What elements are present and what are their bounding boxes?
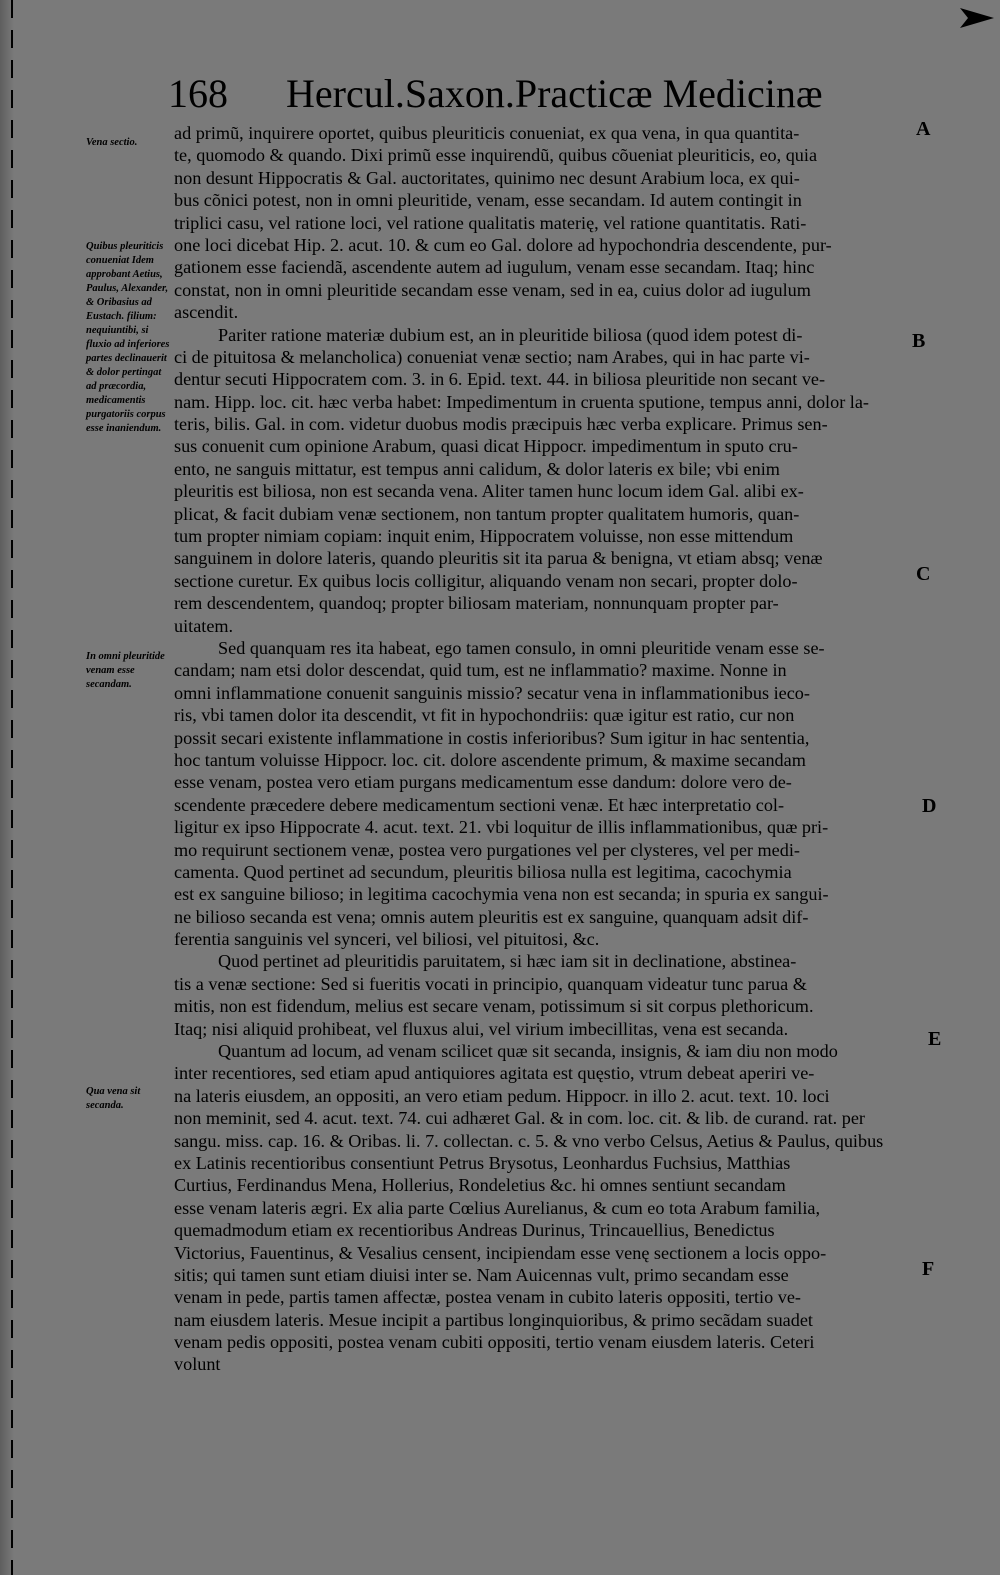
body-line: scendente præcedere debere medicamentum sectioni venæ. Et hæc interpretatio col- <box>174 794 785 815</box>
body-line: rem descendentem, quandoq; propter biliosam materiam, nonnunquam propter par- <box>174 593 779 614</box>
body-line: non meminit, sed 4. acut. text. 74. cui adhæret Gal. & in com. loc. cit. & lib. de curand. rat. per <box>174 1108 865 1129</box>
body-line: mitis, non est fidendum, melius est secare venam, potissimum si sit corpus plethoricum. <box>174 996 814 1017</box>
body-line: sanguinem in dolore lateris, quando pleuritis sit ita parua & benigna, vt etiam absq; venæ <box>174 548 823 569</box>
body-line: triplici casu, vel ratione loci, vel ratione qualitatis materię, vel ratione quantitatis. Rati- <box>174 212 807 233</box>
body-line: tis a venæ sectione: Sed si fueritis vocati in principio, quanquam videatur tunc parua & <box>174 973 807 994</box>
page-number: 168 <box>168 71 228 116</box>
corner-pointer-mark <box>960 6 994 30</box>
body-line: Victorius, Fauentinus, & Vesalius censent, incipiendam esse venę sectionem a locis oppo- <box>174 1242 827 1263</box>
body-line: camenta. Quod pertinet ad secundum, pleuritis biliosa nulla est legitima, cacochymia <box>174 861 792 882</box>
body-line: hoc tantum voluisse Hippocr. loc. cit. dolore ascendente primum, & maxime secandam <box>174 749 806 770</box>
body-line: sangu. miss. cap. 16. & Oribas. li. 7. collectan. c. 5. & vno verbo Celsus, Aetius & Paulus, quibus <box>174 1130 884 1151</box>
body-line: non desunt Hippocratis & Gal. auctoritates, quinimo nec desunt Arabium loca, ex qui- <box>174 167 800 188</box>
body-line: ascendit. <box>174 302 239 323</box>
section-letter-d: D <box>922 795 937 817</box>
body-line: Sed quanquam res ita habeat, ego tamen consulo, in omni pleuritide venam esse se- <box>218 637 825 658</box>
body-line: ferentia sanguinis vel synceri, vel biliosi, vel pituitosi, &c. <box>174 929 600 950</box>
body-line: na lateris eiusdem, an oppositi, an vero etiam pedum. Hippocr. in illo 2. acut. text. 10. loci <box>174 1085 830 1106</box>
body-line: omni inflammatione conuenit sanguinis missio? secatur vena in inflammationibus ieco- <box>174 682 810 703</box>
body-line: sectione curetur. Ex quibus locis colligitur, aliquando venam non secari, propter dolo- <box>174 570 798 591</box>
body-line: ligitur ex ipso Hippocrate 4. acut. text. 21. vbi loquitur de illis inflammationibus, quæ pri- <box>174 817 829 838</box>
body-line: te, quomodo & quando. Dixi primũ esse inquirendũ, quibus cõueniat pleuriticis, eo, quia <box>174 145 818 166</box>
body-line: ento, ne sanguis mittatur, est tempus anni calidum, & dolor lateris ex bile; vbi enim <box>174 458 780 479</box>
binding-edge <box>0 0 14 1575</box>
body-line: candam; nam etsi dolor descendat, quid tum, est ne inflammatio? maxime. Nonne in <box>174 660 787 681</box>
body-line: ne bilioso secanda est vena; omnis autem pleuritis est ex sanguine, quanquam adsit dif- <box>174 906 809 927</box>
body-line: Pariter ratione materiæ dubium est, an in pleuritide biliosa (quod idem potest di- <box>218 324 803 345</box>
section-letter-e: E <box>928 1028 942 1050</box>
body-line: ad primũ, inquirere oportet, quibus pleuriticis conueniat, ex qua vena, in qua quantita- <box>174 123 800 143</box>
body-line: esse venam, postea vero etiam purgans medicamentum esse dandum: dolore vero de- <box>174 772 792 793</box>
body-line: uitatem. <box>174 615 234 636</box>
body-line: volunt <box>174 1354 221 1375</box>
body-line: Quod pertinet ad pleuritidis paruitatem, si hæc iam sit in declinatione, abstinea- <box>218 951 797 972</box>
section-letter-f: F <box>922 1258 935 1280</box>
body-line: inter recentiores, sed etiam apud antiquiores agitata est quęstio, vtrum debeat aperiri ve- <box>174 1063 815 1084</box>
body-line: tum propter nimiam copiam: inquit enim, Hippocratem voluisse, non esse mittendum <box>174 526 794 547</box>
body-line: ci de pituitosa & melancholica) conueniat venæ sectio; nam Arabes, qui in hac parte vi- <box>174 346 810 367</box>
running-head <box>168 70 828 120</box>
running-title: Hercul.Saxon.Practicæ Medicinæ <box>286 71 823 116</box>
body-line: venam pedis oppositi, postea venam cubiti oppositi, tertio venam eiusdem lateris. Ceteri <box>174 1332 815 1353</box>
body-line: Itaq; nisi aliquid prohibeat, vel fluxus alui, vel virium imbecillitas, vena est secanda. <box>174 1018 789 1039</box>
body-line: venam in pede, partis tamen affectæ, postea venam in cubito lateris oppositi, tertio ve- <box>174 1287 801 1308</box>
body-line: est ex sanguine bilioso; in legitima cacochymia vena non est secanda; in spuria ex sangui- <box>174 884 829 905</box>
binding-rule <box>11 0 13 1575</box>
body-line: pleuritis est biliosa, non est secanda vena. Aliter tamen hunc locum idem Gal. alibi ex- <box>174 481 804 502</box>
body-line: Curtius, Ferdinandus Mena, Hollerius, Rondeletius &c. hi omnes sentiunt secandam <box>174 1175 786 1196</box>
body-line: quemadmodum etiam ex recentioribus Andreas Durinus, Trincauellius, Benedictus <box>174 1220 775 1241</box>
sidenote-vena-sectio: Vena sectio. <box>86 137 138 148</box>
body-text <box>174 122 924 1398</box>
section-letter-b: B <box>912 330 926 352</box>
catchword <box>174 1376 924 1398</box>
body-line: nam. Hipp. loc. cit. hæc verba habet: Impedimentum in cruenta sputione, tempus anni, dolor la- <box>174 391 869 412</box>
body-line: teris, bilis. Gal. in com. videtur duobus modis præcipuis hæc verba explicare. Primus sen- <box>174 414 828 435</box>
body-line: plicat, & facit dubiam venæ sectionem, non tantum propter qualitatem humoris, quan- <box>174 503 800 524</box>
body-line: dentur secuti Hippocratem com. 3. in 6. Epid. text. 44. in biliosa pleuritide non secant ve- <box>174 369 826 390</box>
body-line: constat, non in omni pleuritide secandam esse venam, sed in ea, cuius dolor ad iugulum <box>174 279 811 300</box>
body-line: sitis; qui tamen sunt etiam diuisi inter se. Nam Auicennas vult, primo secandam esse <box>174 1264 789 1285</box>
section-letter-a: A <box>916 118 931 140</box>
body-line: Quantum ad locum, ad venam scilicet quæ sit secanda, insignis, & iam diu non modo <box>218 1041 838 1062</box>
body-line: ris, vbi tamen dolor ita descendit, vt fit in hypochondriis: quæ igitur est ratio, cur non <box>174 705 795 726</box>
sidenote-in-omni-pleuritide: In omni pleuritide venam esse secandam. <box>86 651 165 690</box>
body-line: one loci dicebat Hip. 2. acut. 10. & cum eo Gal. dolore ad hypochondria descendente, pur- <box>174 234 832 255</box>
body-line: possit secari existente inflammatione in costis inferioribus? Sum igitur in hac sententia, <box>174 727 810 748</box>
body-line: nam eiusdem lateris. Mesue incipit a partibus longinquioribus, & primo secãdam suadet <box>174 1309 813 1330</box>
body-line: sus conuenit cum opinione Arabum, quasi dicat Hippocr. impedimentum in sputo cru- <box>174 436 798 457</box>
section-letter-c: C <box>916 563 931 585</box>
body-line: ex Latinis recentioribus consentiunt Petrus Brysotus, Leonhardus Fuchsius, Matthias <box>174 1152 791 1173</box>
body-line: gationem esse faciendã, ascendente autem ad iugulum, venam esse secandam. Itaq; hinc <box>174 257 815 278</box>
body-line: esse venam lateris ægri. Ex alia parte Cœlius Aurelianus, & cum eo tota Arabum familia, <box>174 1197 820 1218</box>
sidenote-qua-vena: Qua vena sit secanda. <box>86 1086 141 1111</box>
sidenote-quibus-pleuriticis: Quibus pleuriticis conueniat Idem approbant Aetius, Paulus, Alexander, & Oribasius ad Eustach. filium: nequiuntibi, si fluxio ad inferiores partes declinauerit & dolor pertingat ad præcordia, medicamentis purgatoriis corpus esse inaniendum. <box>86 241 170 434</box>
body-line: mo requirunt sectionem venæ, postea vero purgationes vel per clysteres, vel per medi- <box>174 839 800 860</box>
body-line: bus cõnici potest, non in omni pleuritide, venam, esse secandam. Id autem contingit in <box>174 190 802 211</box>
